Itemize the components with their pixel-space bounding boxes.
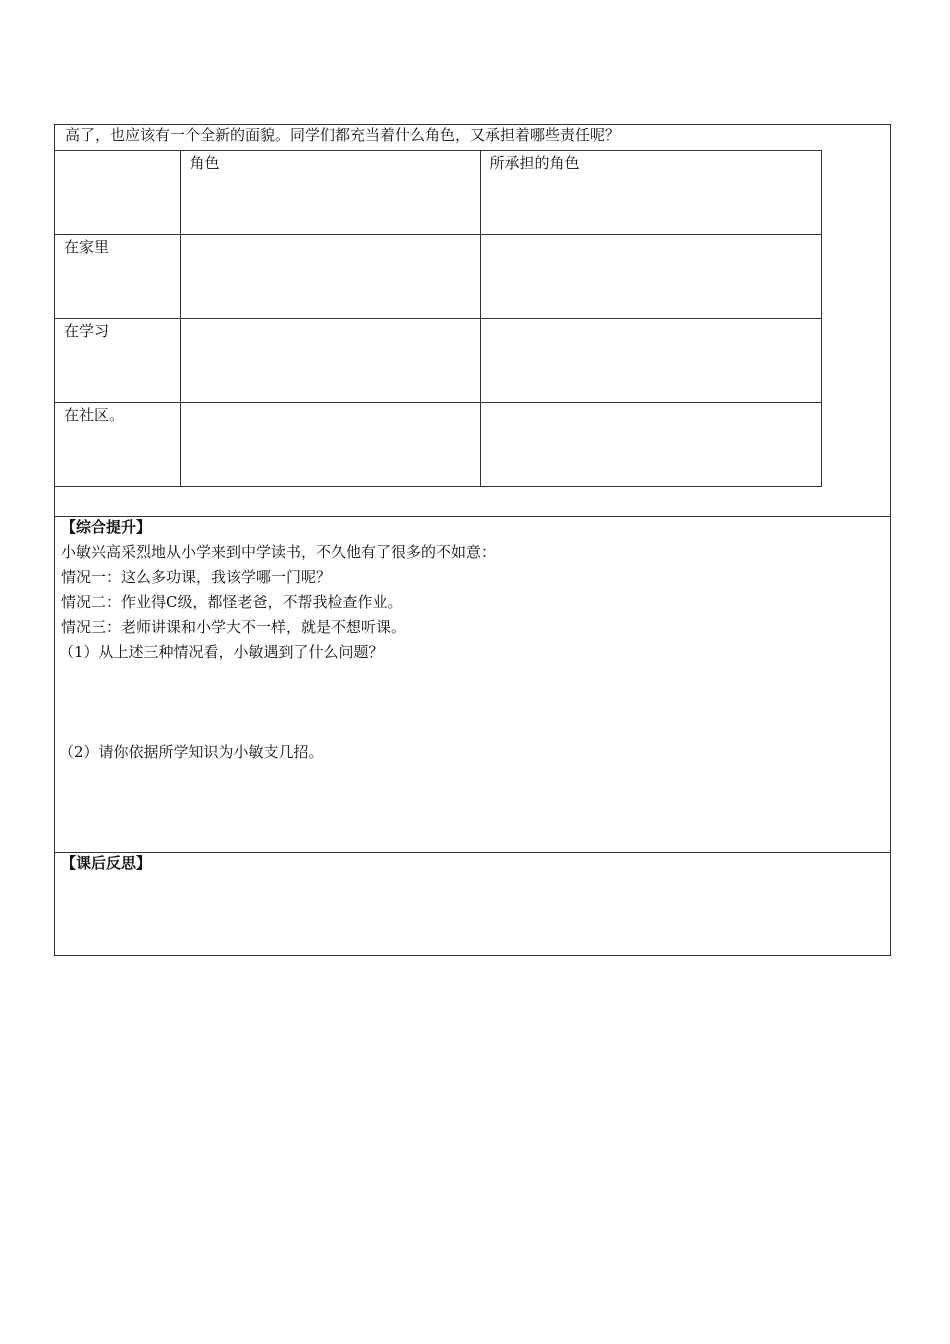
roles-section: [55, 125, 890, 517]
scenario-intro: 小敏兴高采烈地从小学来到中学读书，不久他有了很多的不如意：: [61, 543, 497, 561]
scenario-two: 情况二：作业得C级，都怪老爸，不帮我检查作业。: [61, 593, 403, 611]
reflection-heading: 【课后反思】: [61, 854, 152, 872]
row-label-community: 在社区。: [55, 403, 180, 487]
intro-text: 高了，也应该有一个全新的面貌。同学们都充当着什么角色，又承担着哪些责任呢？: [65, 126, 621, 144]
comprehensive-section: [55, 517, 890, 853]
duty-cell-home[interactable]: [480, 235, 821, 319]
table-row: [55, 319, 821, 403]
role-cell-study[interactable]: [180, 319, 480, 403]
scenario-one: 情况一：这么多功课，我该学哪一门呢？: [61, 568, 332, 586]
row-label-home: 在家里: [55, 235, 180, 319]
duty-cell-study[interactable]: [480, 319, 821, 403]
row-label-study: 在学习: [55, 319, 180, 403]
header-role: 角色: [180, 151, 480, 235]
comprehensive-heading: 【综合提升】: [61, 518, 152, 536]
roles-table: [55, 150, 822, 487]
reflection-section: [55, 853, 890, 955]
role-cell-community[interactable]: [180, 403, 480, 487]
question-one: （1）从上述三种情况看，小敏遇到了什么问题？: [59, 643, 384, 661]
table-header-row: [55, 151, 821, 235]
scenario-three: 情况三：老师讲课和小学大不一样，就是不想听课。: [61, 618, 407, 636]
role-cell-home[interactable]: [180, 235, 480, 319]
question-two: （2）请你依据所学知识为小敏支几招。: [59, 743, 324, 761]
header-corner-cell: [55, 151, 180, 235]
worksheet-frame: [54, 124, 891, 956]
header-duty: 所承担的角色: [480, 151, 821, 235]
table-row: [55, 403, 821, 487]
duty-cell-community[interactable]: [480, 403, 821, 487]
table-row: [55, 235, 821, 319]
